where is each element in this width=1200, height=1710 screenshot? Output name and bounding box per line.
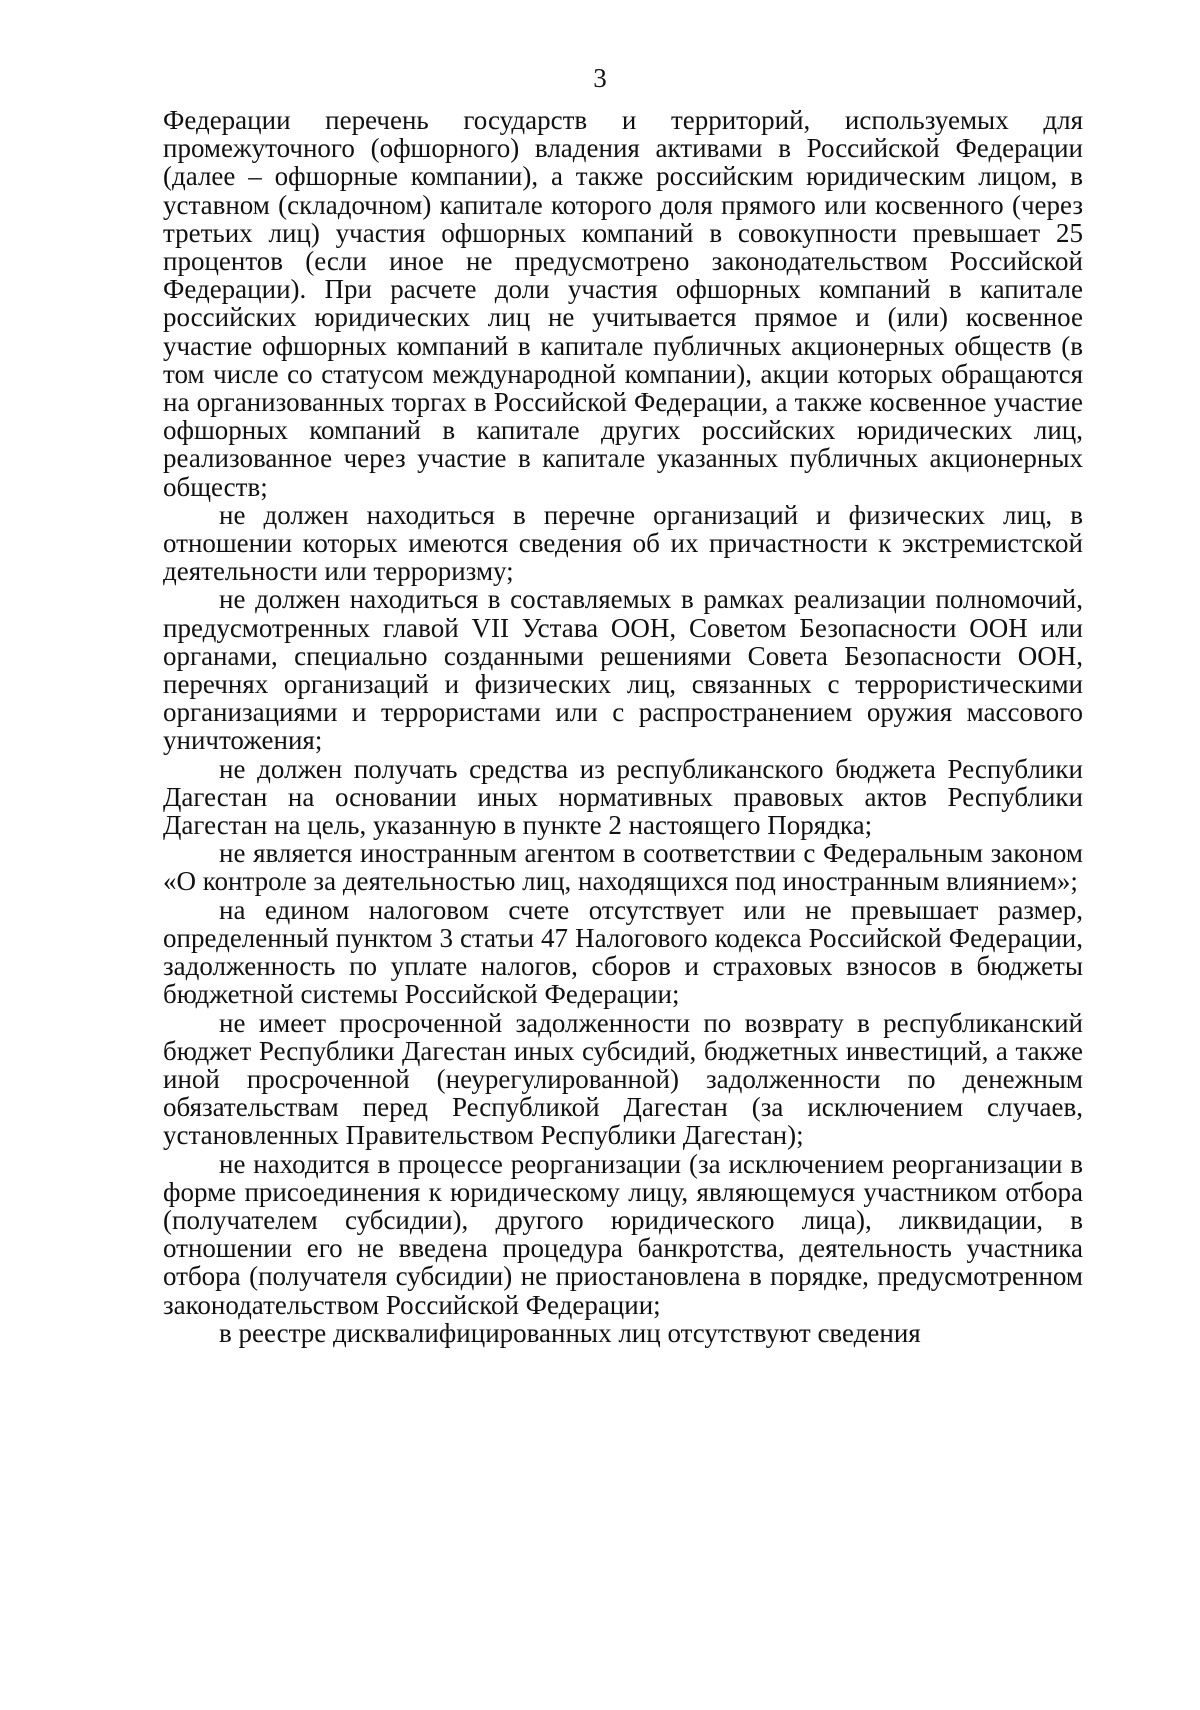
page-number: 3 bbox=[593, 63, 607, 93]
paragraph-reorganization: не находится в процессе реорганизации (за исключением реорганизации в форме присоединения к юридическому лицу, являющемуся участником отбора (получателем субсидии), другого юридического лица), ликвидации, в отношении его не введена процедура банкротства, деятельность участника отбора (получателя субсидии) не приостановлена в порядке, предусмотренном законодательством Российской Федерации; bbox=[163, 1148, 1083, 1320]
paragraph-disqualified-persons: в реестре дисквалифицированных лиц отсутствуют сведения bbox=[219, 1317, 921, 1348]
paragraph-offshore-companies: Федерации перечень государств и территорий, используемых для промежуточного (офшорного) владения активами в Российской Федерации (далее – офшорные компании), а также российским юридическим лицом, в уставном (складочном) капитале которого доля прямого или косвенного (через третьих лиц) участия офшорных компаний в совокупности превышает 25 процентов (если иное не предусмотрено законодательством Российской Федерации). При расчете доли участия офшорных компаний в капитале российских юридических лиц не учитывается прямое и (или) косвенное участие офшорных компаний в капитале публичных акционерных обществ (в том числе со статусом международной компании), акции которых обращаются на организованных торгах в Российской Федерации, а также косвенное участие офшорных компаний в капитале других российских юридических лиц, реализованное через участие в капитале указанных публичных акционерных обществ; bbox=[163, 105, 1083, 502]
paragraph-un-sanctions-list: не должен находиться в составляемых в рамках реализации полномочий, предусмотренных главой VII Устава ООН, Советом Безопасности ООН или органами, специально созданными решениями Совета Безопасности ООН, перечнях организаций и физических лиц, связанных с террористическими организациями и террористами или с распространением оружия массового уничтожения; bbox=[163, 584, 1083, 756]
paragraph-tax-debt: на едином налоговом счете отсутствует или не превышает размер, определенный пунктом 3 статьи 47 Налогового кодекса Российской Федерации, задолженность по уплате налогов, сборов и страховых взносов в бюджеты бюджетной системы Российской Федерации; bbox=[163, 894, 1083, 1010]
paragraph-extremism-list: не должен находиться в перечне организаций и физических лиц, в отношении которых имеются сведения об их причастности к экстремистской деятельности или терроризму; bbox=[163, 499, 1083, 587]
document-body bbox=[163, 106, 1083, 1347]
paragraph-foreign-agent: не является иностранным агентом в соответствии с Федеральным законом «О контроле за деятельностью лиц, находящихся под иностранным влиянием»; bbox=[163, 838, 1083, 897]
paragraph-no-other-budget-funds: не должен получать средства из республиканского бюджета Республики Дагестан на основании иных нормативных правовых актов Республики Дагестан на цель, указанную в пункте 2 настоящего Порядка; bbox=[163, 753, 1083, 841]
paragraph-overdue-debt: не имеет просроченной задолженности по возврату в республиканский бюджет Республики Дагестан иных субсидий, бюджетных инвестиций, а также иной просроченной (неурегулированной) задолженности по денежным обязательствам перед Республикой Дагестан (за исключением случаев, установленных Правительством Республики Дагестан); bbox=[163, 1007, 1083, 1151]
